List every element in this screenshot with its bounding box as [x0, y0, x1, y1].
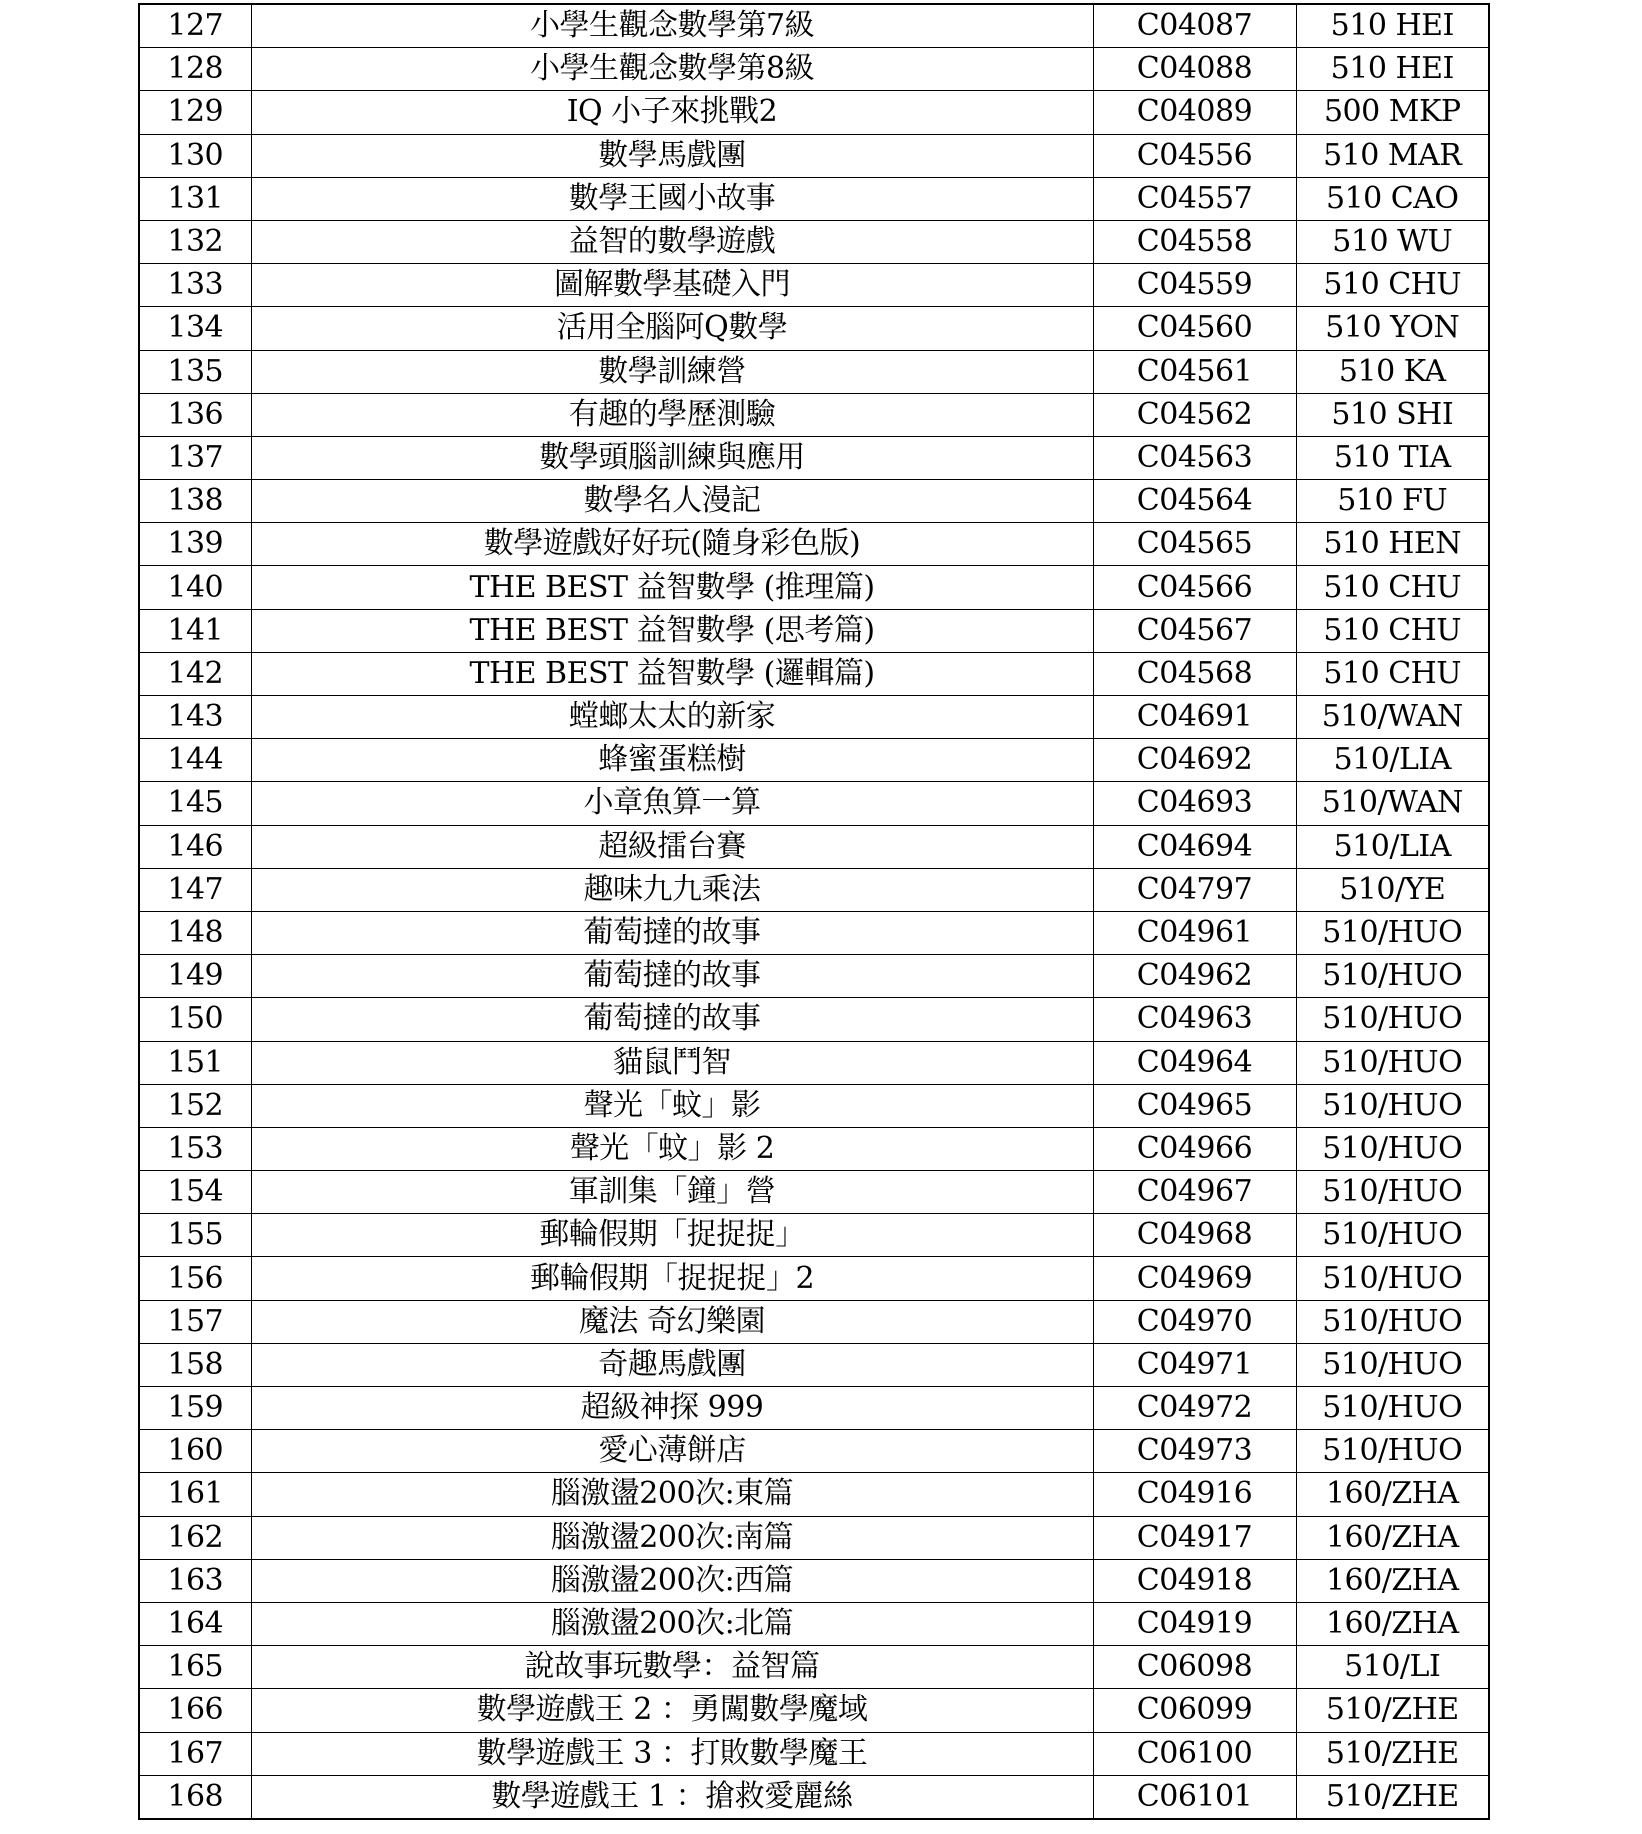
row-number-cell: 144 [139, 739, 251, 782]
table-row [139, 350, 1489, 393]
book-title-cell: THE BEST 益智數學 (思考篇) [251, 609, 1093, 652]
row-number-cell: 155 [139, 1214, 251, 1257]
call-number-cell: 510/ZHE [1296, 1689, 1489, 1732]
book-code-cell: C04970 [1093, 1300, 1296, 1343]
call-number-cell: 510/HUO [1296, 1171, 1489, 1214]
row-number-cell: 151 [139, 1041, 251, 1084]
table-row [139, 177, 1489, 220]
book-code-cell: C04566 [1093, 566, 1296, 609]
book-code-cell: C04562 [1093, 393, 1296, 436]
book-code-cell: C04969 [1093, 1257, 1296, 1300]
table-row [139, 1300, 1489, 1343]
call-number-cell: 510/HUO [1296, 1257, 1489, 1300]
call-number-cell: 510/HUO [1296, 1127, 1489, 1170]
book-code-cell: C04558 [1093, 220, 1296, 263]
call-number-cell: 510 CHU [1296, 566, 1489, 609]
book-list-body [139, 4, 1489, 1819]
book-code-cell: C04559 [1093, 264, 1296, 307]
book-title-cell: 聲光「蚊」影 2 [251, 1127, 1093, 1170]
call-number-cell: 510 TIA [1296, 436, 1489, 479]
book-code-cell: C04557 [1093, 177, 1296, 220]
table-row [139, 1646, 1489, 1689]
table-row [139, 1084, 1489, 1127]
table-row [139, 1127, 1489, 1170]
book-title-cell: 腦激盪200次:北篇 [251, 1602, 1093, 1645]
book-code-cell: C04692 [1093, 739, 1296, 782]
book-title-cell: 奇趣馬戲團 [251, 1343, 1093, 1386]
table-row [139, 436, 1489, 479]
book-title-cell: 數學訓練營 [251, 350, 1093, 393]
row-number-cell: 139 [139, 523, 251, 566]
row-number-cell: 136 [139, 393, 251, 436]
book-title-cell: 葡萄撻的故事 [251, 998, 1093, 1041]
book-title-cell: 數學頭腦訓練與應用 [251, 436, 1093, 479]
book-code-cell: C06099 [1093, 1689, 1296, 1732]
call-number-cell: 510 SHI [1296, 393, 1489, 436]
row-number-cell: 127 [139, 4, 251, 48]
call-number-cell: 510/HUO [1296, 1214, 1489, 1257]
book-title-cell: 貓鼠鬥智 [251, 1041, 1093, 1084]
call-number-cell: 510/HUO [1296, 1430, 1489, 1473]
call-number-cell: 510/YE [1296, 868, 1489, 911]
table-row [139, 480, 1489, 523]
table-row [139, 609, 1489, 652]
table-row [139, 1343, 1489, 1386]
book-code-cell: C04973 [1093, 1430, 1296, 1473]
table-row [139, 523, 1489, 566]
row-number-cell: 161 [139, 1473, 251, 1516]
call-number-cell: 510/HUO [1296, 1343, 1489, 1386]
book-title-cell: 郵輪假期「捉捉捉」 [251, 1214, 1093, 1257]
book-code-cell: C04560 [1093, 307, 1296, 350]
call-number-cell: 510 MAR [1296, 134, 1489, 177]
table-row [139, 1214, 1489, 1257]
call-number-cell: 510/LI [1296, 1646, 1489, 1689]
table-row [139, 91, 1489, 134]
book-title-cell: 超級擂台賽 [251, 825, 1093, 868]
book-title-cell: 數學王國小故事 [251, 177, 1093, 220]
book-title-cell: 腦激盪200次:西篇 [251, 1559, 1093, 1602]
book-code-cell: C06101 [1093, 1775, 1296, 1819]
row-number-cell: 152 [139, 1084, 251, 1127]
call-number-cell: 510 KA [1296, 350, 1489, 393]
book-title-cell: 葡萄撻的故事 [251, 955, 1093, 998]
book-title-cell: 數學馬戲團 [251, 134, 1093, 177]
call-number-cell: 510/LIA [1296, 739, 1489, 782]
row-number-cell: 146 [139, 825, 251, 868]
book-code-cell: C04565 [1093, 523, 1296, 566]
row-number-cell: 150 [139, 998, 251, 1041]
call-number-cell: 510 HEI [1296, 48, 1489, 91]
book-title-cell: 軍訓集「鐘」營 [251, 1171, 1093, 1214]
table-row [139, 652, 1489, 695]
table-row [139, 1559, 1489, 1602]
row-number-cell: 140 [139, 566, 251, 609]
book-code-cell: C04919 [1093, 1602, 1296, 1645]
table-row [139, 1171, 1489, 1214]
table-row [139, 1041, 1489, 1084]
book-code-cell: C06098 [1093, 1646, 1296, 1689]
call-number-cell: 510 CHU [1296, 609, 1489, 652]
table-row [139, 393, 1489, 436]
book-title-cell: 小章魚算一算 [251, 782, 1093, 825]
call-number-cell: 510/LIA [1296, 825, 1489, 868]
book-title-cell: 益智的數學遊戲 [251, 220, 1093, 263]
book-title-cell: 螳螂太太的新家 [251, 696, 1093, 739]
book-title-cell: THE BEST 益智數學 (邏輯篇) [251, 652, 1093, 695]
row-number-cell: 137 [139, 436, 251, 479]
table-row [139, 4, 1489, 48]
table-row [139, 1430, 1489, 1473]
row-number-cell: 168 [139, 1775, 251, 1819]
book-code-cell: C06100 [1093, 1732, 1296, 1775]
book-code-cell: C04964 [1093, 1041, 1296, 1084]
book-title-cell: 愛心薄餅店 [251, 1430, 1093, 1473]
book-code-cell: C04087 [1093, 4, 1296, 48]
book-code-cell: C04963 [1093, 998, 1296, 1041]
book-title-cell: 數學遊戲王 3 ：打敗數學魔王 [251, 1732, 1093, 1775]
table-row [139, 1516, 1489, 1559]
row-number-cell: 145 [139, 782, 251, 825]
book-code-cell: C04967 [1093, 1171, 1296, 1214]
call-number-cell: 510 YON [1296, 307, 1489, 350]
book-code-cell: C04693 [1093, 782, 1296, 825]
table-row [139, 955, 1489, 998]
book-code-cell: C04916 [1093, 1473, 1296, 1516]
book-title-cell: 有趣的學歷測驗 [251, 393, 1093, 436]
call-number-cell: 510/HUO [1296, 1387, 1489, 1430]
book-code-cell: C04918 [1093, 1559, 1296, 1602]
row-number-cell: 165 [139, 1646, 251, 1689]
book-title-cell: 郵輪假期「捉捉捉」2 [251, 1257, 1093, 1300]
row-number-cell: 159 [139, 1387, 251, 1430]
call-number-cell: 510/HUO [1296, 1300, 1489, 1343]
book-code-cell: C04564 [1093, 480, 1296, 523]
table-row [139, 825, 1489, 868]
book-title-cell: 蜂蜜蛋糕樹 [251, 739, 1093, 782]
row-number-cell: 158 [139, 1343, 251, 1386]
book-code-cell: C04561 [1093, 350, 1296, 393]
book-title-cell: THE BEST 益智數學 (推理篇) [251, 566, 1093, 609]
book-title-cell: 葡萄撻的故事 [251, 911, 1093, 954]
row-number-cell: 160 [139, 1430, 251, 1473]
call-number-cell: 510/WAN [1296, 696, 1489, 739]
call-number-cell: 160/ZHA [1296, 1559, 1489, 1602]
table-row [139, 739, 1489, 782]
book-title-cell: 聲光「蚊」影 [251, 1084, 1093, 1127]
call-number-cell: 510 CAO [1296, 177, 1489, 220]
book-code-cell: C04089 [1093, 91, 1296, 134]
book-code-cell: C04966 [1093, 1127, 1296, 1170]
table-row [139, 782, 1489, 825]
call-number-cell: 510 HEI [1296, 4, 1489, 48]
table-row [139, 307, 1489, 350]
book-code-cell: C04965 [1093, 1084, 1296, 1127]
book-title-cell: 小學生觀念數學第7級 [251, 4, 1093, 48]
book-title-cell: 數學名人漫記 [251, 480, 1093, 523]
call-number-cell: 510 HEN [1296, 523, 1489, 566]
row-number-cell: 131 [139, 177, 251, 220]
book-title-cell: 數學遊戲王 1 ：搶救愛麗絲 [251, 1775, 1093, 1819]
row-number-cell: 143 [139, 696, 251, 739]
book-title-cell: 小學生觀念數學第8級 [251, 48, 1093, 91]
row-number-cell: 128 [139, 48, 251, 91]
call-number-cell: 510 CHU [1296, 264, 1489, 307]
call-number-cell: 160/ZHA [1296, 1602, 1489, 1645]
book-code-cell: C04962 [1093, 955, 1296, 998]
book-title-cell: IQ 小子來挑戰2 [251, 91, 1093, 134]
row-number-cell: 141 [139, 609, 251, 652]
book-title-cell: 腦激盪200次:東篇 [251, 1473, 1093, 1516]
table-row [139, 1473, 1489, 1516]
book-title-cell: 趣味九九乘法 [251, 868, 1093, 911]
table-row [139, 1257, 1489, 1300]
table-row [139, 911, 1489, 954]
row-number-cell: 147 [139, 868, 251, 911]
call-number-cell: 510/WAN [1296, 782, 1489, 825]
table-row [139, 1387, 1489, 1430]
book-code-cell: C04691 [1093, 696, 1296, 739]
call-number-cell: 510 WU [1296, 220, 1489, 263]
call-number-cell: 510/HUO [1296, 1041, 1489, 1084]
book-title-cell: 超級神探 999 [251, 1387, 1093, 1430]
row-number-cell: 134 [139, 307, 251, 350]
table-row [139, 566, 1489, 609]
row-number-cell: 162 [139, 1516, 251, 1559]
call-number-cell: 510/HUO [1296, 955, 1489, 998]
row-number-cell: 157 [139, 1300, 251, 1343]
row-number-cell: 164 [139, 1602, 251, 1645]
call-number-cell: 510/ZHE [1296, 1775, 1489, 1819]
book-code-cell: C04917 [1093, 1516, 1296, 1559]
row-number-cell: 133 [139, 264, 251, 307]
book-title-cell: 數學遊戲王 2 ：勇闖數學魔域 [251, 1689, 1093, 1732]
row-number-cell: 129 [139, 91, 251, 134]
table-row [139, 998, 1489, 1041]
book-code-cell: C04088 [1093, 48, 1296, 91]
call-number-cell: 500 MKP [1296, 91, 1489, 134]
book-code-cell: C04971 [1093, 1343, 1296, 1386]
row-number-cell: 130 [139, 134, 251, 177]
call-number-cell: 510/HUO [1296, 1084, 1489, 1127]
book-code-cell: C04556 [1093, 134, 1296, 177]
table-row [139, 1689, 1489, 1732]
row-number-cell: 138 [139, 480, 251, 523]
call-number-cell: 510/HUO [1296, 911, 1489, 954]
call-number-cell: 160/ZHA [1296, 1473, 1489, 1516]
row-number-cell: 149 [139, 955, 251, 998]
call-number-cell: 510/HUO [1296, 998, 1489, 1041]
row-number-cell: 142 [139, 652, 251, 695]
book-title-cell: 活用全腦阿Q數學 [251, 307, 1093, 350]
table-row [139, 1732, 1489, 1775]
book-code-cell: C04968 [1093, 1214, 1296, 1257]
book-title-cell: 數學遊戲好好玩(隨身彩色版) [251, 523, 1093, 566]
table-row [139, 868, 1489, 911]
row-number-cell: 156 [139, 1257, 251, 1300]
table-row [139, 1602, 1489, 1645]
table-row [139, 696, 1489, 739]
row-number-cell: 163 [139, 1559, 251, 1602]
call-number-cell: 510 CHU [1296, 652, 1489, 695]
call-number-cell: 160/ZHA [1296, 1516, 1489, 1559]
table-row [139, 48, 1489, 91]
book-title-cell: 說故事玩數學：益智篇 [251, 1646, 1093, 1689]
book-code-cell: C04972 [1093, 1387, 1296, 1430]
book-title-cell: 魔法 奇幻樂園 [251, 1300, 1093, 1343]
table-row [139, 264, 1489, 307]
book-code-cell: C04961 [1093, 911, 1296, 954]
row-number-cell: 167 [139, 1732, 251, 1775]
table-row [139, 220, 1489, 263]
table-row [139, 134, 1489, 177]
call-number-cell: 510/ZHE [1296, 1732, 1489, 1775]
book-code-cell: C04694 [1093, 825, 1296, 868]
book-title-cell: 圖解數學基礎入門 [251, 264, 1093, 307]
row-number-cell: 148 [139, 911, 251, 954]
row-number-cell: 153 [139, 1127, 251, 1170]
call-number-cell: 510 FU [1296, 480, 1489, 523]
book-title-cell: 腦激盪200次:南篇 [251, 1516, 1093, 1559]
book-code-cell: C04568 [1093, 652, 1296, 695]
book-list-table [138, 3, 1490, 1820]
book-code-cell: C04797 [1093, 868, 1296, 911]
book-code-cell: C04567 [1093, 609, 1296, 652]
row-number-cell: 135 [139, 350, 251, 393]
table-row [139, 1775, 1489, 1819]
row-number-cell: 166 [139, 1689, 251, 1732]
book-code-cell: C04563 [1093, 436, 1296, 479]
row-number-cell: 132 [139, 220, 251, 263]
row-number-cell: 154 [139, 1171, 251, 1214]
